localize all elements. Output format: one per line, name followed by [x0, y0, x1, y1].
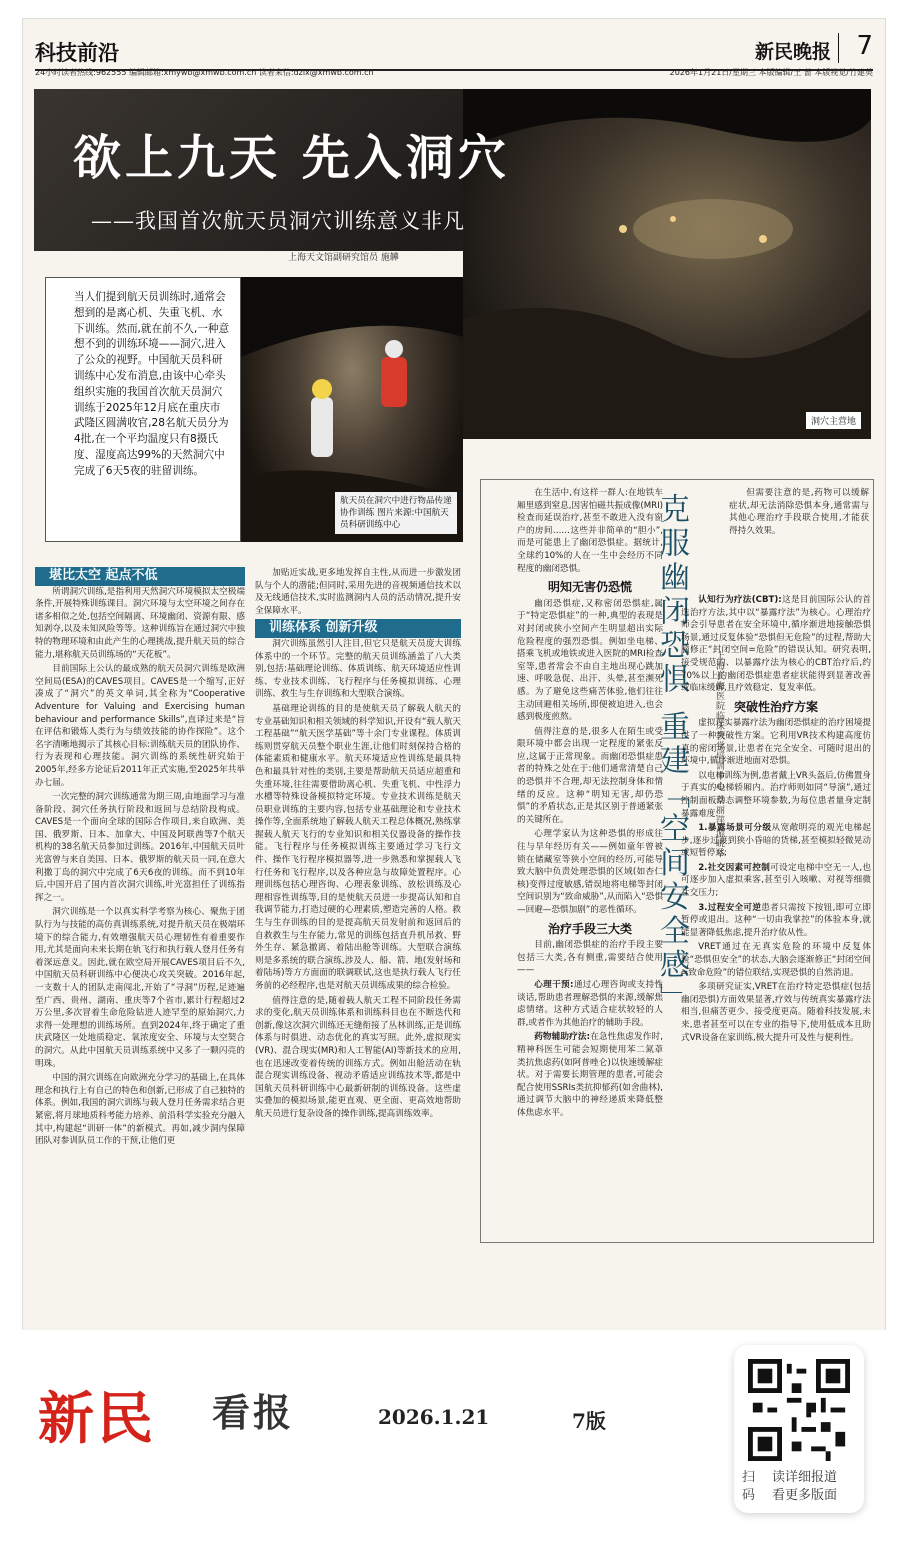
- paragraph: 多项研究证实,VRET在治疗特定恐惧症(包括幽闭恐惧)方面效果显著,疗效与传统真实暴露疗法相当,但痛苦更少、接受度更高。随着科技发展,未来,患者甚至可以在专业的指导下,使用低成本且助式VR设备在家训练,极大提升可及性与便利性。: [681, 982, 871, 1043]
- footer-label: 看报: [212, 1390, 295, 1435]
- article-column-b: [255, 567, 461, 1123]
- sidebar-column-3: [681, 594, 871, 1046]
- sidebar-column-2: [729, 487, 869, 539]
- sidebar-column-1: [517, 487, 663, 1122]
- paragraph: VRET通过在无真实危险的环境中反复体验“恐惧但安全”的状态,大脑会逐渐修正“封闭空间=致命危险”的错位联结,实现恐惧的自然消退。: [681, 942, 871, 978]
- paragraph: 在生活中,有这样一群人:在地铁车厢里感到窒息,因害怕磁共振成像(MRI)检查而延误治疗,甚至不敢进入没有窗户的房间……这些并非简单的“胆小”,而是可能患上了幽闭恐惧症。据统计,全球约10%的人在一生中会经历不同程度的幽闭恐惧。: [517, 488, 663, 574]
- footer-logo: 新民: [38, 1387, 156, 1452]
- paragraph: 一次完整的洞穴训练通常为期三周,由地面学习与准备阶段、洞穴任务执行阶段和返回与总结阶段构成。CAVES是一个面向全球的国际合作项目,来自欧洲、美国、俄罗斯、日本、加拿大、中国及阿联酋等7个航天机构的38名航天员参加过训练。2016年,中国航天员叶光富曾与来自美国、日本、俄罗斯的航天员一同,在意大利撒丁岛的洞穴中完成了6天6夜的训练。而不到10年后,中国开启了国内首次洞穴训练,叶光富担任了训练指挥之一。: [35, 792, 245, 903]
- subheading: 明知无害仍恐慌: [547, 580, 632, 595]
- photo-caption: 航天员在洞穴中进行物品传递协作训练 图片来源:中国航天员科研训练中心: [335, 492, 457, 534]
- bullet-item: [517, 979, 663, 1029]
- sidebar-author: 上海长海医院临床教学培训中心 蔡丽萍 游晓华: [714, 651, 724, 859]
- paragraph: 心理学家认为这种恐惧的形成往往与早年经历有关——例如童年曾被锁在储藏室等狭小空间的经历,可能导致大脑中负责处理恐惧的区域(如杏仁核)变得过度敏感,错误地将电梯等封闭空间识别为“致命威胁”,从而陷入“恐惧—回避—恐惧加剧”的恶性循环。: [517, 829, 663, 915]
- bullet-key: 药物辅助疗法:: [534, 1032, 591, 1043]
- list-item: [681, 862, 871, 900]
- masthead: [35, 29, 873, 71]
- step-key: 1.暴露场景可分级: [698, 823, 772, 834]
- qr-code-icon[interactable]: [748, 1359, 850, 1461]
- photo-caption: 洞穴主营地: [806, 412, 861, 429]
- footer-page: 7版: [572, 1409, 606, 1433]
- bullet-item: [517, 1031, 663, 1119]
- list-item: [681, 902, 871, 940]
- paragraph: 加贴近实战,更多地发挥自主性,从而进一步激发团队与个人的潜能;但同时,采用先进的音视频通信技术以及无线通信技术,实时监测洞内人员的活动情况,提升安全保障水平。: [255, 568, 461, 616]
- section-heading: 堪比太空 起点不低: [35, 567, 245, 586]
- paragraph: 洞穴训练是一个以真实科学考察为核心、聚焦于团队行为与技能的高仿真训练系统,对提升航天员在极端环境下的综合能力,有效增强航天员心理韧性有着重要作用,尤其是面向未来长期在轨飞行和执行载人登月任务有着深远意义。因此,就在欧空局开展CAVES项目后不久,中国航天员科研训练中心便决心攻关突破。2016年起,一支数十人的团队走南闯北,开始了“寻洞”历程,足迹遍至广西、贵州、湖南、重庆等7个省市,累计行程超过2万公里,多次冒着生命危险钻进人迹罕至的原始洞穴,力求得一处理想的训练场所。直到2024年,终于确定了重庆武隆区一处地质稳定、氧浓度安全、环境与太空契合的洞穴。从此中国航天员训练系统中又多了一颗闪亮的明珠。: [35, 907, 245, 1069]
- cave-camp-photo: [463, 89, 871, 439]
- paragraph: 洞穴训练虽然引人注目,但它只是航天员庞大训练体系中的一个环节。完整的航天员训练涵盖了八大类别,包括:基础理论训练、体质训练、航天环境适应性训练、专业技术训练、飞行程序与任务模拟训练、心理训练、救生与生存训练和大型联合演练。: [255, 638, 461, 700]
- newspaper-page: [22, 18, 886, 1332]
- bullet-text: 这是目前国际公认的首选治疗方法,其中以“暴露疗法”为核心。心理治疗师会引导患者在安全环境中,循序渐进地接触恐惧场景,通过反复体验“恐惧但无危险”的过程,帮助大脑修正“封闭空间=危险”的错误认知。研究表明,接受规范的、以暴露疗法为核心的CBT治疗后,约70%以上的幽闭恐惧症患者症状能得到显著改善或临床缓解,且疗效稳定、复发率低。: [681, 595, 871, 694]
- paragraph: 中国的洞穴训练在向欧洲充分学习的基础上,在具体理念和执行上有自己的特色和创新,已形成了自己独特的体系。例如,我国的洞穴训练与载人登月任务需求结合更紧密,将月球地质科考能力培养、前沿科学实验充分融入其中,构建起“训研一体”的新模式。再如,减少洞内保障团队对参训队员工作的干预,让他们更: [35, 1073, 245, 1147]
- step-text: 可设定电梯中空无一人,也可逐步加入虚拟乘客,甚至引入咳嗽、对视等细微社交压力;: [681, 862, 872, 899]
- paragraph: 虚拟现实暴露疗法为幽闭恐惧症的治疗困境提供了一种突破性方案。它利用VR技术构建高度仿真的密闭场景,让患者在完全安全、可随时退出的环境中,循序渐进地面对恐惧。: [681, 718, 871, 767]
- step-text: 从宽敞明亮的观光电梯起步,逐步过渡到狭小昏暗的货梯,甚至模拟轻微晃动或短暂停运;: [681, 823, 871, 859]
- step-text: 患者只需按下按钮,即可立即暂停或退出。这种“一切由我掌控”的体验本身,就能显著降低焦虑,提升治疗依从性。: [681, 902, 872, 938]
- bullet-key: 认知行为疗法(CBT):: [698, 595, 782, 605]
- paragraph: 但需要注意的是,药物可以缓解症状,却无法消除恐惧本身,通常需与其他心理治疗手段联合使用,才能获得持久效果。: [729, 488, 869, 536]
- paragraph: 值得注意的是,很多人在陌生或受限环境中都会出现一定程度的紧张反应,这属于正常现象。而幽闭恐惧症患者的特殊之处在于:他们通常清楚自己的恐惧并不合理,却无法控制身体和情绪的反应。这种“明知无害,却仍恐惧”的矛盾状态,正是其区别于普通紧张的关键所在。: [517, 726, 663, 825]
- step-key: 3.过程安全可逆: [698, 902, 762, 913]
- footer-date: 2026.1.21: [378, 1405, 490, 1429]
- article-column-a: [35, 567, 245, 1150]
- qr-card[interactable]: [734, 1345, 864, 1513]
- edition-info: 2026年1月21日/星期三 本版编辑/王 蔷 本版视觉/竹建英: [669, 68, 873, 77]
- brand-name: 新民晚报: [754, 41, 831, 63]
- bullet-text: 在急性焦虑发作时,精神科医生可能会短期使用苯二氮䓬类抗焦虑药(如阿普唑仑)以快速缓解症状。对于需要长期管理的患者,可能会配合使用SSRIs类抗抑郁药(如舍曲林),通过调节大脑中的神经递质来降低整体焦虑水平。: [517, 1032, 664, 1118]
- section-heading: 训练体系 创新升级: [255, 619, 461, 638]
- bullet-item: [681, 594, 871, 695]
- paragraph: 以电梯训练为例,患者戴上VR头盔后,仿佛置身于真实的电梯轿厢内。治疗师则如同“导演”,通过控制面板动态调整环境参数,为每位患者量身定制暴露难度:: [681, 770, 871, 819]
- divider: [838, 33, 839, 63]
- paragraph: 目前,幽闭恐惧症的治疗手段主要包括三大类,各有侧重,需要结合使用——: [517, 940, 663, 976]
- step-key: 2.社交因素可控制: [698, 862, 771, 873]
- headline: 欲上九天 先入洞穴: [73, 130, 510, 186]
- contact-info: 24小时读者热线:962555 编辑邮箱:xmywb@xmwb.com.cn 读者来信:dzlx@xmwb.com.cn: [35, 68, 374, 77]
- scan-label: 扫码: [742, 1470, 756, 1503]
- sidebar-title: 克服幽闭恐惧 重建「空间安全感」: [654, 493, 689, 1017]
- scan-text: [772, 1469, 837, 1505]
- section-title: 科技前沿: [35, 41, 119, 65]
- lede-box: 当人们提到航天员训练时,通常会想到的是离心机、失重飞机、水下训练。然而,就在前不久,一种意想不到的训练环境——洞穴,进入了公众的视野。中国航天员科研训练中心发布消息,由该中心牵头组织实施的我国首次航天员洞穴训练于2025年12月底在重庆市武隆区圆满收官,28名航天员分为4批,在一个平均温度只有8摄氏度、湿度高达99%的天然洞穴中完成了6天5夜的驻留训练。: [45, 277, 241, 542]
- subheadline: ——我国首次航天员洞穴训练意义非凡: [91, 209, 465, 233]
- paragraph: 所谓洞穴训练,是指利用天然洞穴环境模拟太空极端条件,开展特殊训练课目。洞穴环境与太空环境之间存在诸多相似之处,包括空间隔离、环境幽闭、资源有限、感知剥夺,以及未知风险等等。这种训练旨在通过洞穴中独特的物理环境和由此产生的心理挑战,提升航天员的综合能力,堪称航天员训练场的“天花板”。: [35, 586, 245, 660]
- astronaut-photo: [241, 277, 463, 542]
- cave-camp-image: [463, 89, 871, 439]
- scan-line-1: 读详细报道: [772, 1470, 838, 1485]
- list-item: [681, 822, 871, 860]
- paragraph: 幽闭恐惧症,又称密闭恐惧症,属于“特定恐惧症”的一种,典型的表现是对封闭或狭小空间产生明显超出实际危险程度的强烈恐惧。例如坐电梯、搭乘飞机或地铁或进入医院的MRI检查室等,患者常会不由自主地出现心跳加速、呼吸急促、出汗、头晕,甚至濒死感。为了避免这些痛苦体验,他们往往主动回避相关场所,即便被迫进入,也会感到极度煎熬。: [517, 598, 663, 723]
- paragraph: 基础理论训练的目的是使航天员了解载人航天的专业基础知识和相关领域的科学知识,开设有“载人航天工程基础”“航天医学基础”等十余门专业课程。体质训练则贯穿航天员整个职业生涯,让他们时刻保持合格的体能素质和健康水平。航天环境适应性训练是最具特色和最具针对性的类别,主要是帮助航天员适应超重和失重环境,往往需要借助离心机、失重飞机、中性浮力水槽等特殊设备模拟特定环境。专业技术训练是航天员职业训练的主要内容,包括专业基础理论和专业技术操作等,全面系统地了解载人航天工程总体概况,熟练掌握载人航天飞行的专业知识和相关仪器设备的操作技能。飞行程序与任务模拟训练主要通过学习飞行文件、操作飞行程序模拟器等,进一步熟悉和掌握载人飞行任务和飞行程序,以及各种应急与故障处置程序。心理训练包括心理咨询、心理表象训练、放松训练及心理相容性训练等,目的是使航天员进一步提高认知和自我调节能力,打造过硬的心理素质,塑造完善的人格。救生与生存训练的目的是提高航天员发射前和返回后的自救救生与生存能力,常见的训练包括直升机吊救、野外生存、紧急撤离、着陆出舱等训练。大型联合演练则是多系统的联合演练,涉及人、船、箭、地(发射场和着陆场)等方方面面的联调联试,这也是执行载人飞行任务前的必经程序,也是对航天员训练成果的综合检验。: [255, 703, 461, 991]
- subheading: 突破性治疗方案: [733, 699, 818, 714]
- scan-line-2: 看更多版面: [772, 1488, 838, 1503]
- bullet-text: 通过心理咨询或支持性谈话,帮助患者理解恐惧的来源,缓解焦虑情绪。这种方式适合症状较轻的人群,或者作为其他治疗的辅助手段。: [517, 979, 663, 1028]
- info-bar: [35, 67, 873, 78]
- page-number: 7: [856, 31, 873, 61]
- byline: 上海天文馆副研究馆员 施韡: [288, 253, 399, 263]
- paragraph: 目前国际上公认的最成熟的航天员洞穴训练是欧洲空间局(ESA)的CAVES项目。CAVES是一个缩写,正好凑成了“洞穴”的英文单词,其全称为“Cooperative Adventure for Valuing and Exercising human behaviour and performance Skills”,直译过来是“旨在评估和锻炼人类行为与绩效技能的协作探险”。这个名字清晰地揭示了其核心目标:训练航天员的团队协作、行为表现和心理技能。洞穴训练的系统性研究始于2005年,经多方论证后2011年正式实施,至2025年共举办七届。: [35, 664, 245, 788]
- subheading: 治疗手段三大类: [547, 921, 632, 936]
- paragraph: 值得注意的是,随着载人航天工程不同阶段任务需求的变化,航天员训练体系和训练科目也在不断迭代和创新,像这次洞穴训练还无缝衔接了丛林训练,正是训练体系与时俱进、动态优化的真实写照。此外,虚拟现实(VR)、混合现实(MR)和人工智能(AI)等新技术的应用,也在迅速改变着传统的训练方式。例如出舱活动在轨混合现实训练设备、视动矛盾适应训练技术等,都是中国航天员科研训练中心最新研制的训练设备。这些虚实叠加的模拟场景,能更直观、更全面、更高效地帮助航天员进行复杂设备的操作训练,提高训练效率。: [255, 995, 461, 1119]
- bullet-key: 心理干预:: [534, 979, 574, 990]
